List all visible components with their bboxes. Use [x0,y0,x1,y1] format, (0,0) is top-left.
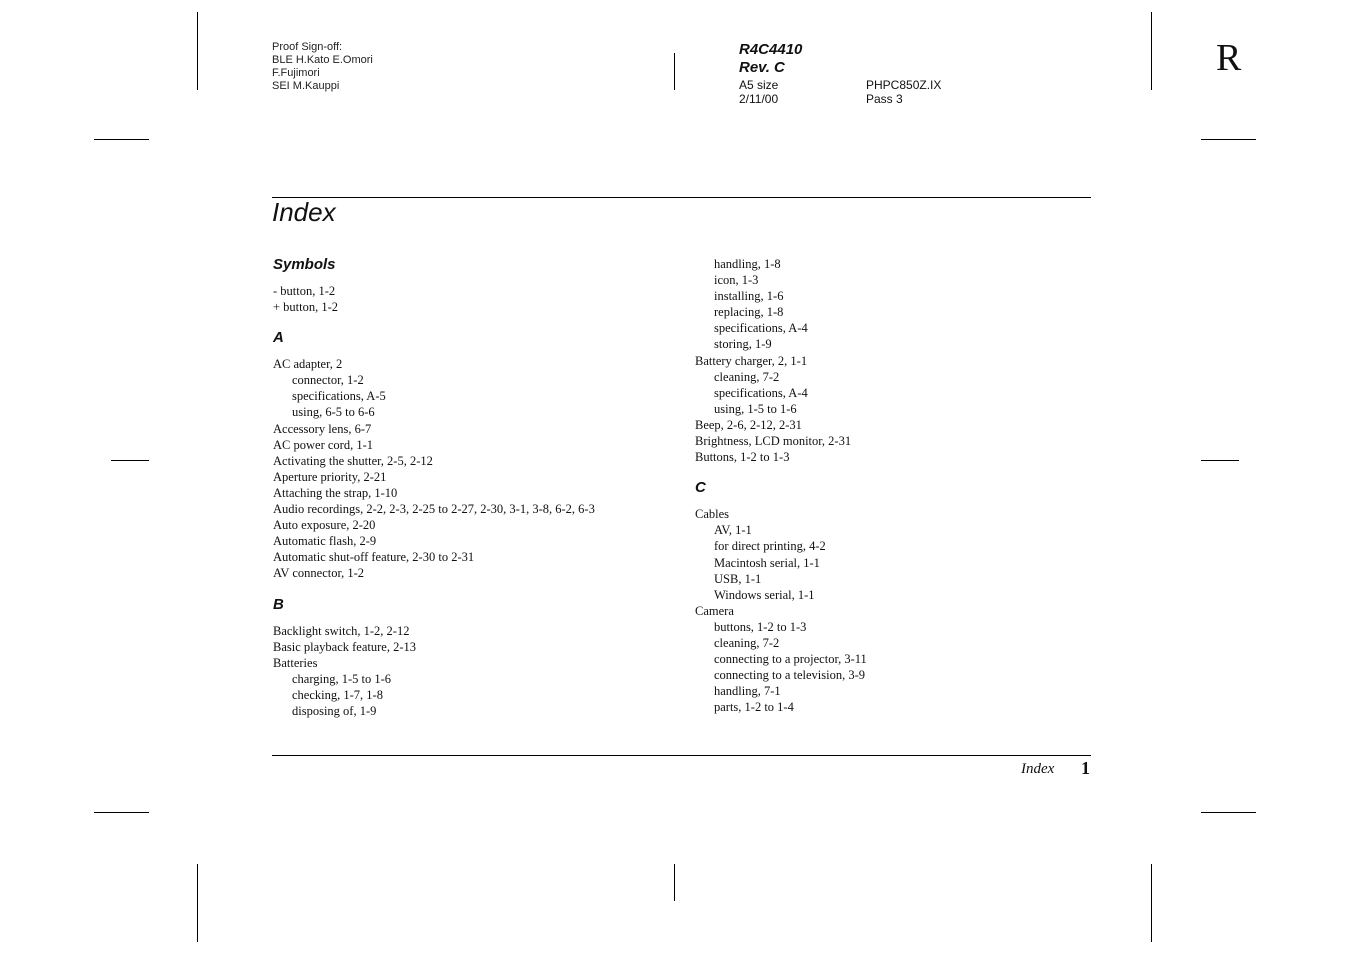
index-subentry: installing, 1-6 [714,289,784,304]
index-entry: Accessory lens, 6-7 [273,421,372,436]
index-entry: Activating the shutter, 2-5, 2-12 [273,453,433,468]
index-entry: Automatic shut-off feature, 2-30 to 2-31 [273,550,475,565]
crop-mark [1151,864,1152,942]
index-subentry: storing, 1-9 [714,337,772,352]
index-subentry: specifications, A-4 [714,385,808,400]
page-title: Index [272,197,336,227]
index-entry: Battery charger, 2, 1-1 [695,353,808,368]
index-subentry: icon, 1-3 [714,273,759,288]
crop-mark [197,12,198,90]
index-entry: AV connector, 1-2 [273,566,365,581]
proof-signoff [272,41,373,93]
index-group [273,596,683,720]
index-entry: - button, 1-2 [273,284,336,298]
crop-mark [674,53,675,90]
doc-code: R4C4410 [739,41,803,58]
index-entry: + button, 1-2 [273,300,339,315]
index-entry: Audio recordings, 2-2, 2-3, 2-25 to 2-27, 2-30, 3-1, 3-8, 6-2, 6-3 [273,502,595,517]
index-group [695,256,1095,465]
document-info [739,41,802,77]
footer-section: Index [1021,761,1055,777]
bottom-rule [272,755,1091,756]
top-rule [272,197,1091,198]
proof-line: SEI M.Kauppi [272,80,340,92]
crop-mark [674,864,675,901]
crop-mark [197,864,198,942]
index-letter-heading: Symbols [273,256,336,273]
index-subentry: Macintosh serial, 1-1 [714,555,820,570]
proof-line: Proof Sign-off: [272,41,343,53]
index-group [273,256,683,315]
index-subentry: specifications, A-4 [714,321,808,336]
page-number: 1 [1081,758,1090,778]
crop-mark [94,812,149,813]
index-subentry: using, 6-5 to 6-6 [292,405,375,420]
index-entry: Cables [695,507,730,522]
meta-row [739,92,941,106]
index-subentry: handling, 7-1 [714,684,781,699]
index-entry: Beep, 2-6, 2-12, 2-31 [695,417,802,432]
index-subentry: disposing of, 1-9 [292,703,377,718]
document-meta [739,78,941,106]
index-entry: Aperture priority, 2-21 [273,469,387,484]
index-letter-heading: B [273,595,284,613]
index-subentry: using, 1-5 to 1-6 [714,401,797,416]
index-subentry: checking, 1-7, 1-8 [292,687,383,702]
proof-line: BLE H.Kato E.Omori [272,54,373,66]
index-column-left [273,256,683,733]
index-subentry: Windows serial, 1-1 [714,587,815,602]
index-subentry: for direct printing, 4-2 [714,539,826,554]
index-subentry: connector, 1-2 [292,373,364,388]
index-subentry: cleaning, 7-2 [714,369,780,384]
crop-mark [111,460,149,461]
index-subentry: replacing, 1-8 [714,305,784,320]
meta-row [739,78,941,92]
index-subentry: buttons, 1-2 to 1-3 [714,619,807,634]
index-entry: Brightness, LCD monitor, 2-31 [695,434,852,449]
crop-mark [1201,460,1239,461]
date: 2/11/00 [739,92,779,106]
index-subentry: handling, 1-8 [714,257,781,271]
page-size: A5 size [739,78,779,92]
index-entry: Attaching the strap, 1-10 [273,485,398,500]
index-subentry: charging, 1-5 to 1-6 [292,671,392,686]
index-subentry: specifications, A-5 [292,389,386,404]
proof-line: F.Fujimori [272,67,320,79]
corner-mark: R [1216,37,1242,79]
index-entry: AC adapter, 2 [273,357,343,372]
index-entry: Buttons, 1-2 to 1-3 [695,450,790,465]
crop-mark [1151,12,1152,90]
index-entry: AC power cord, 1-1 [273,437,373,452]
index-entry: Auto exposure, 2-20 [273,518,376,533]
index-entry: Camera [695,603,734,618]
index-group [273,329,683,581]
index-subentry: connecting to a television, 3-9 [714,668,866,683]
filename: PHPC850Z.IX [866,78,942,92]
index-subentry: cleaning, 7-2 [714,635,780,650]
revision: Rev. C [739,59,785,76]
crop-mark [1201,139,1256,140]
index-entry: Backlight switch, 1-2, 2-12 [273,623,410,638]
index-column-right [695,256,1095,729]
index-subentry: connecting to a projector, 3-11 [714,652,867,667]
index-letter-heading: C [695,479,706,497]
crop-mark [94,139,149,140]
index-subentry: AV, 1-1 [714,523,752,538]
index-group [695,479,1095,715]
index-subentry: parts, 1-2 to 1-4 [714,700,794,715]
index-letter-heading: A [273,329,284,347]
pass: Pass 3 [866,92,903,106]
crop-mark [1201,812,1256,813]
index-entry: Basic playback feature, 2-13 [273,639,416,654]
index-entry: Batteries [273,655,318,670]
index-entry: Automatic flash, 2-9 [273,534,377,549]
index-subentry: USB, 1-1 [714,571,762,586]
